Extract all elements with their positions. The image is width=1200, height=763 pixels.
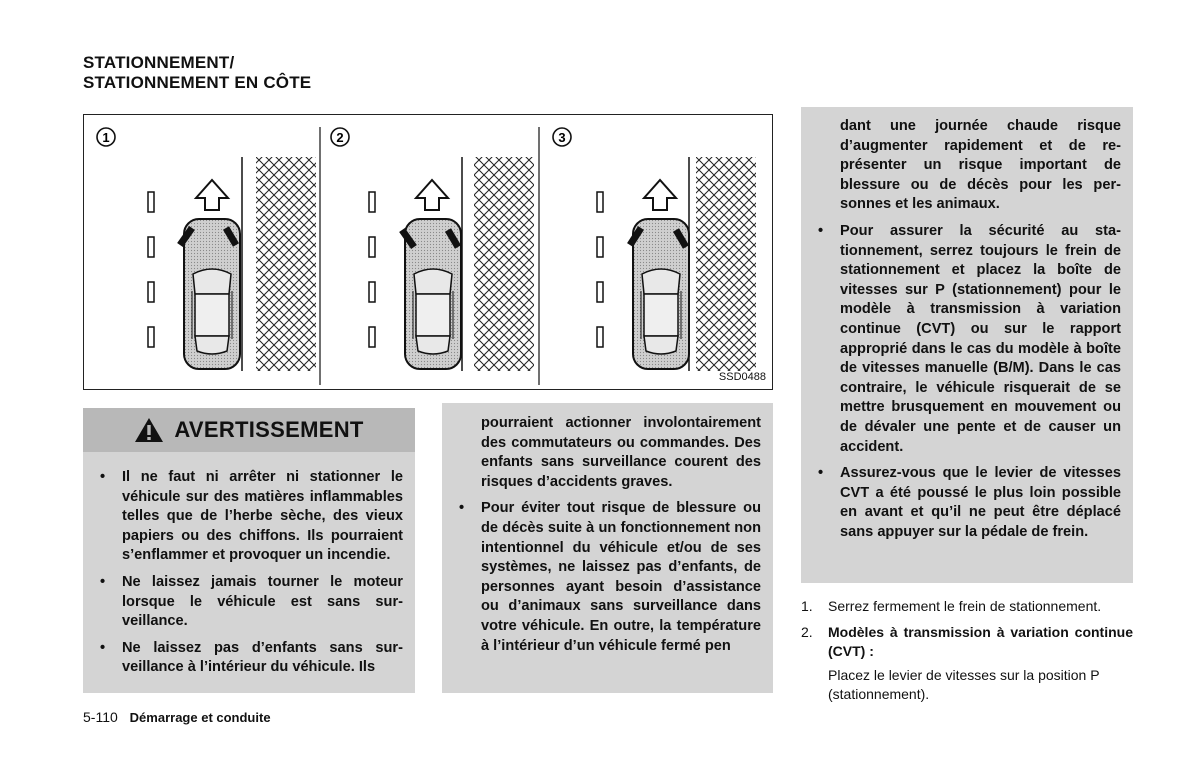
parking-illustration: [83, 114, 773, 390]
panel-2: [331, 127, 539, 385]
step-text: Serrez fermement le frein de stationnement.: [828, 598, 1102, 614]
panel-2-label: 2: [336, 130, 344, 145]
warning-bullet: • Pour éviter tout risque de blessure ou de décès suite à un fonctionnement non intentionnel du véhicule et/ou de ses systèmes, ne laissez pas d’enfants, de personnes ayant besoin d’assistance ou d’animaux sans surveillance dans votre véhicule. En outre, la température à l’intérieur d’un véhicule fermé pen: [454, 499, 761, 656]
step-text: Modèles à transmission à variation continue (CVT) :: [828, 623, 1133, 660]
step-detail: Placez le levier de vitesses sur la position P (stationnement).: [828, 666, 1100, 703]
warning-column-2: [442, 403, 773, 693]
warning-bullet: • Pour assurer la sécurité au stationnement, serrez toujours le frein de stationnement et placez la boîte de vitesses sur P (stationnement) pour le modèle à transmission à variation continue (CVT) ou sur le rapport approprié dans le cas du modèle à boîte de vitesses manuelle (B/M). Dans le cas contraire, le véhicule risquerait de se mettre brusquement en mouvement ou de dévaler une pente et de causer un accident.: [813, 222, 1121, 457]
warning-continuation: dant une journée chaude risque d’augmenter rapidement et de représenter un risque important de blessure ou de décès pour les personnes et les animaux.: [840, 118, 1121, 213]
panel-3-label: 3: [558, 130, 566, 145]
page-footer: [83, 709, 271, 725]
page-title: [83, 53, 311, 93]
warning-bullet: • Assurez-vous que le levier de vitesses CVT a été poussé le plus loin possible en avant et qu’il ne peut être déplacé sans appuyer sur la pédale de frein.: [813, 464, 1121, 542]
procedure-steps: [801, 597, 1133, 705]
panel-3: [553, 128, 756, 371]
panel-1-label: 1: [102, 130, 110, 145]
warning-bullet: • Il ne faut ni arrêter ni stationner le véhicule sur des matières inflammables telles que de l’herbe sèche, des vieux papiers ou des chiffons. Ils pourraient s’enflammer et provoquer un incendie.: [95, 468, 403, 566]
step-item: [801, 623, 1133, 662]
warning-bullet: • Ne laissez pas d’enfants sans surveillance à l’intérieur du véhicule. Ils: [95, 639, 403, 678]
step-item: [801, 597, 1133, 617]
section-name: Démarrage et conduite: [129, 710, 271, 725]
step-number: 2.: [801, 623, 813, 640]
warning-continuation: pourraient actionner involontairement des commutateurs ou commandes. Des enfants sans surveillance courent des risques d’accidents graves.: [481, 415, 761, 490]
warning-header: [83, 408, 415, 452]
warning-bullet: • Ne laissez jamais tourner le moteur lorsque le véhicule est sans surveillance.: [95, 573, 403, 632]
warning-title: AVERTISSEMENT: [174, 417, 364, 442]
warning-column-1: [83, 452, 415, 693]
title-line-2: STATIONNEMENT EN CÔTE: [83, 73, 312, 92]
figure-code: SSD0488: [718, 371, 766, 383]
warning-column-3: [801, 107, 1133, 583]
panel-1: [97, 127, 320, 385]
warning-triangle-icon: [134, 417, 164, 443]
step-number: 1.: [801, 598, 813, 614]
title-line-1: STATIONNEMENT/: [83, 53, 235, 72]
page-number: 5-110: [83, 709, 118, 725]
parking-diagram: [84, 115, 771, 388]
